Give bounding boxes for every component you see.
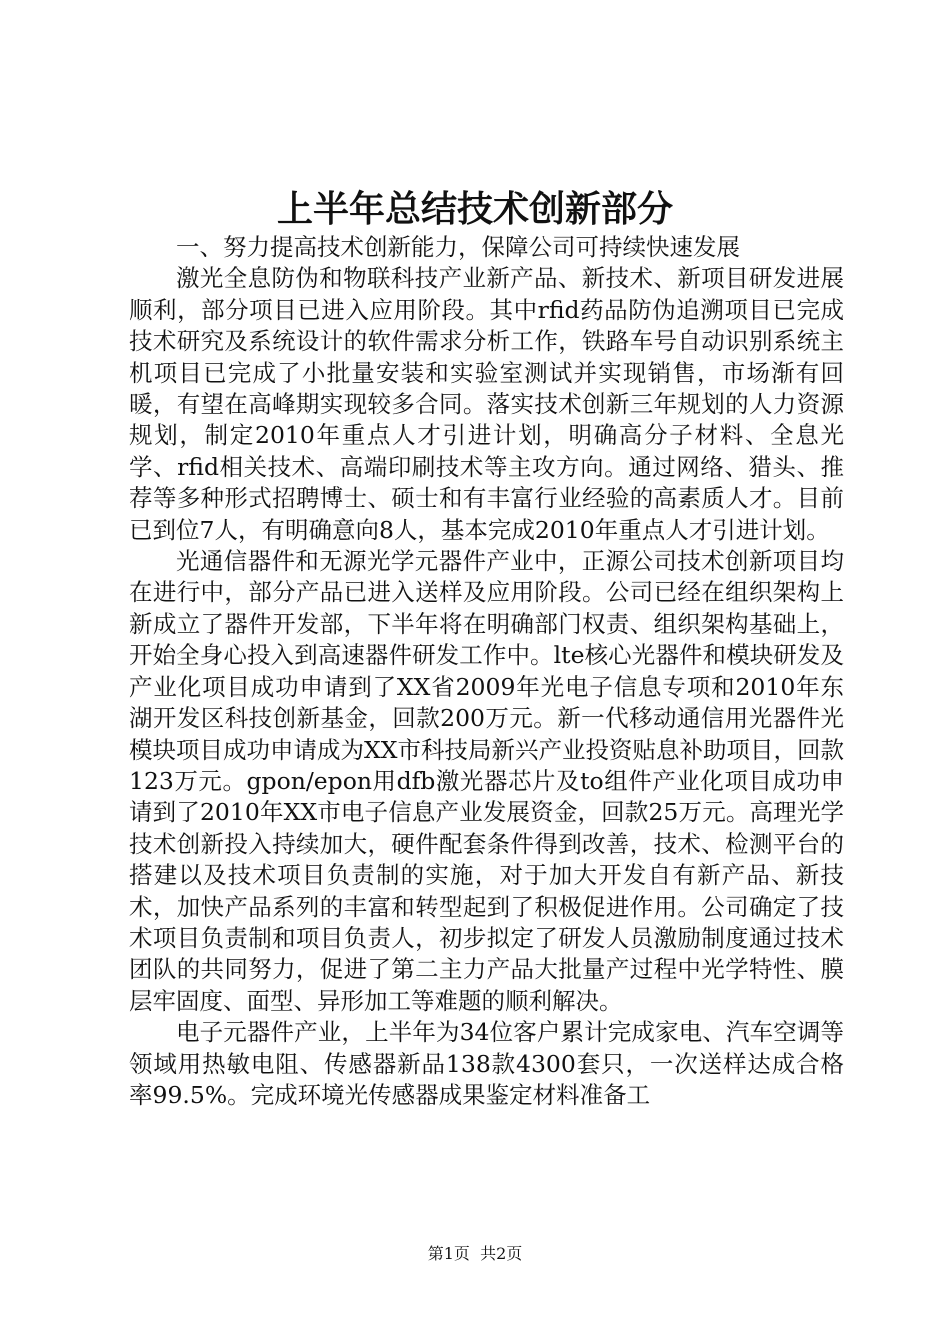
document-body (129, 232, 844, 1111)
page-footer (0, 1242, 950, 1266)
section-heading: 一、努力提高技术创新能力，保障公司可持续快速发展 (176, 233, 740, 261)
document-title: 上半年总结技术创新部分 (276, 188, 673, 230)
page-number: 第1页 (427, 1244, 470, 1263)
paragraph-laser-hologram: 激光全息防伪和物联科技产业新产品、新技术、新项目研发进展顺利，部分项目已进入应用阶段。其中rfid药品防伪追溯项目已完成技术研究及系统设计的软件需求分析工作，铁路车号自动识别系统主机项目已完成了小批量安装和实验室测试并实现销售，市场渐有回暖，有望在高峰期实现较多合同。落实技术创新三年规划的人力资源规划，制定2010年重点人才引进计划，明确高分子材料、全息光学、rfid相关技术、高端印刷技术等主攻方向。通过网络、猎头、推荐等多种形式招聘博士、硕士和有丰富行业经验的高素质人才。目前已到位7人，有明确意向8人，基本完成2010年重点人才引进计划。 (129, 264, 844, 544)
paragraph-electronic-components: 电子元器件产业，上半年为34位客户累计完成家电、汽车空调等领域用热敏电阻、传感器新品138款4300套只，一次送样达成合格率99.5%。完成环境光传感器成果鉴定材料准备工 (129, 1018, 844, 1109)
paragraph-optical-devices: 光通信器件和无源光学元器件产业中，正源公司技术创新项目均在进行中，部分产品已进入送样及应用阶段。公司已经在组织架构上新成立了器件开发部，下半年将在明确部门权责、组织架构基础上，开始全身心投入到高速器件研发工作中。lte核心光器件和模块研发及产业化项目成功申请到了XX省2009年光电子信息专项和2010年东湖开发区科技创新基金，回款200万元。新一代移动通信用光器件光模块项目成功申请成为XX市科技局新兴产业投资贴息补助项目，回款123万元。gpon/epon用dfb激光器芯片及to组件产业化项目成功申请到了2010年XX市电子信息产业发展资金，回款25万元。高理光学技术创新投入持续加大，硬件配套条件得到改善，技术、检测平台的搭建以及技术项目负责制的实施，对于加大开发自有新产品、新技术，加快产品系列的丰富和转型起到了积极促进作用。公司确定了技术项目负责制和项目负责人，初步拟定了研发人员激励制度通过技术团队的共同努力，促进了第二主力产品大批量产过程中光学特性、膜层牢固度、面型、异形加工等难题的顺利解决。 (129, 547, 844, 1015)
page-total: 共2页 (480, 1244, 523, 1263)
